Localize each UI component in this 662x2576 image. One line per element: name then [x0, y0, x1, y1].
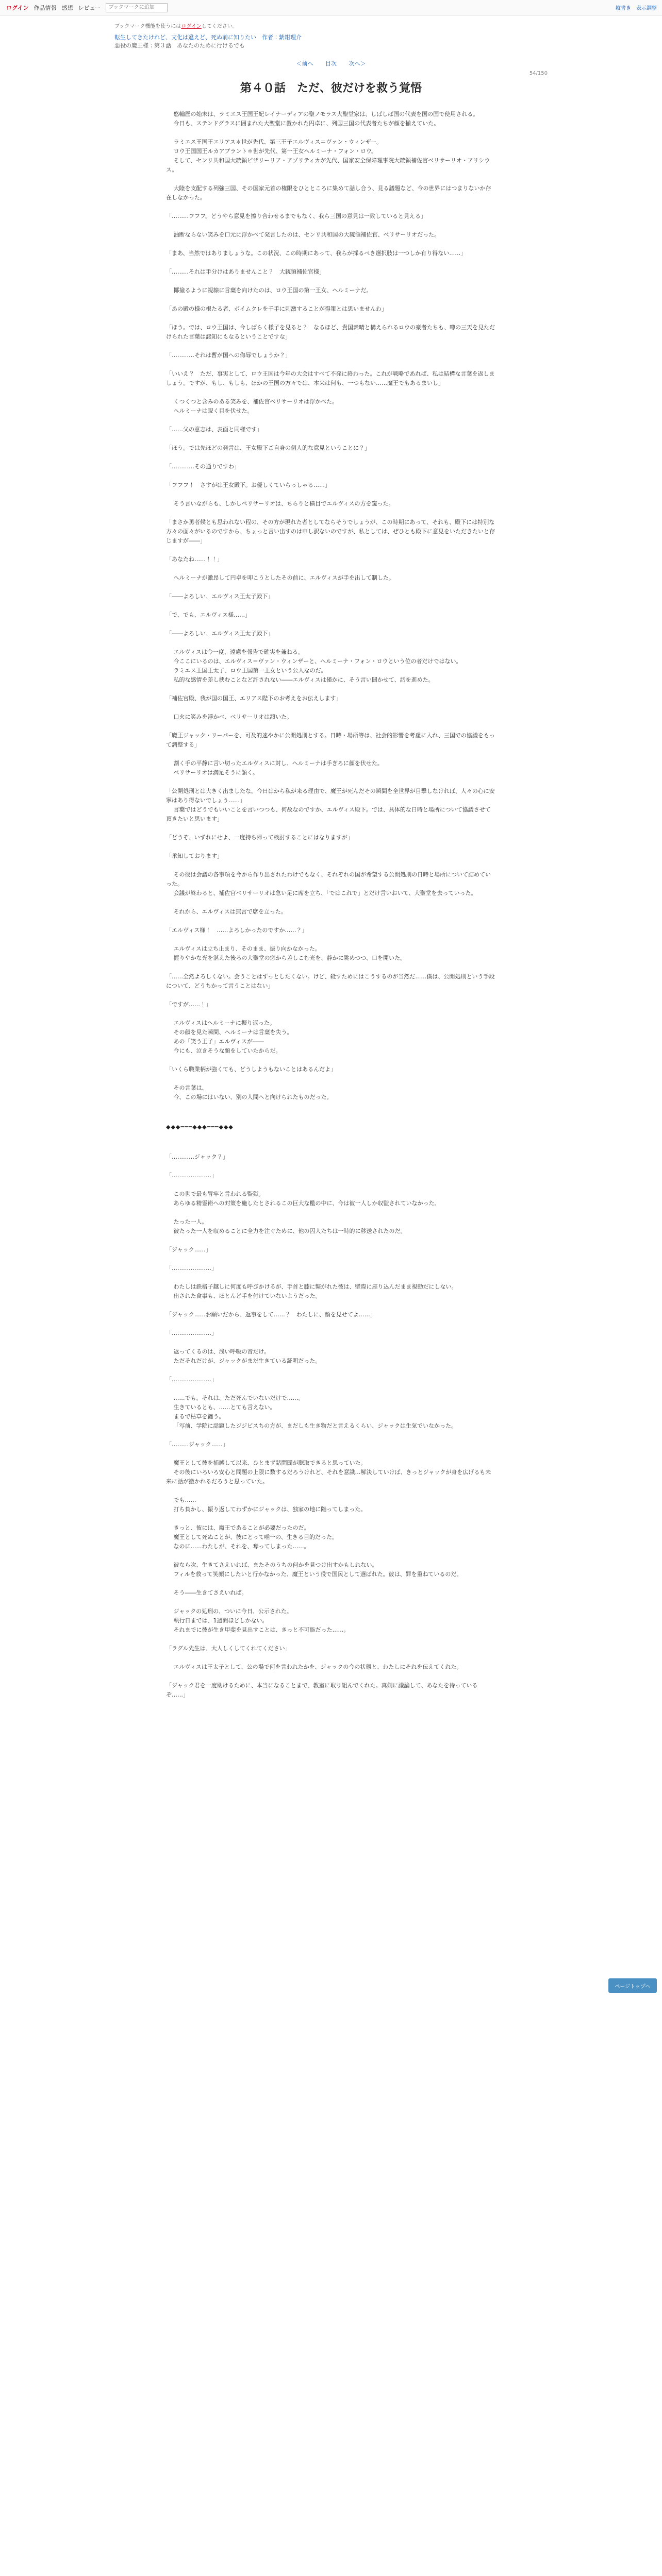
- body-paragraph: 「…………………」: [166, 1376, 217, 1383]
- table-of-contents-link[interactable]: 目次: [325, 60, 337, 67]
- scene-divider: ◆◆◆━━━◆◆◆━━━◆◆◆: [166, 1124, 234, 1130]
- body-paragraph: 大陸を支配する列強三国、その国家元首の権限をひとところに集めて話し合う、見る議題など、今の世界にはつまりないか存在しなかった。: [166, 185, 491, 201]
- top-navigation-bar: [0, 0, 662, 15]
- body-paragraph: 魔王として彼を捕縛して以来、ひとまず話問聞が聴取できると思っていた。 その後にいろいろ安心と問題の上限に数するだろうけれど、それを意識…解決していけば、きっとジャックが身を広げるも未来に話が撤かれるだろうと思っていた。: [166, 1460, 491, 1485]
- nav-link-info[interactable]: 作品情報: [34, 4, 57, 11]
- body-paragraph: 「魔王ジャック・リーパーを、可及的速やかに公開処刑とする。日時・場所等は、社会的影響を考慮に入れ、三国での協議をもって調整する」: [166, 732, 495, 748]
- body-paragraph: 「ジャック……」: [166, 1246, 211, 1253]
- nav-link-impressions[interactable]: 感想: [61, 4, 73, 11]
- body-paragraph: そう言いながらも、しかしベリサーリオは、ちらりと横目でエルヴィスの方を窺った。: [166, 500, 394, 507]
- body-paragraph: エルヴィスはヘルミーナに振り返った。 その顔を見た瞬間、ヘルミーナは言葉を失う。 あの「笑う王子」エルヴィスが―― 今にも、泣きそうな顔をしていたからだ。: [173, 1020, 293, 1054]
- login-link[interactable]: ログイン: [6, 4, 29, 11]
- display-settings-link[interactable]: 表示調整: [636, 6, 657, 11]
- body-paragraph: 割く手の平静に言い切ったエルヴィスに対し、ヘルミーナは手ぎろに顔を伏せた。 ベリサーリオは満足そうに頷く。: [173, 760, 383, 776]
- body-paragraph: 「…………その通りですわ」: [166, 463, 240, 470]
- body-paragraph: それから、エルヴィスは無言で席を立った。: [166, 908, 287, 915]
- chapter-title: 第４０話 ただ、彼だけを救う覚悟: [240, 82, 422, 95]
- body-paragraph: 「…………………」: [166, 1265, 217, 1272]
- bookmark-input[interactable]: [106, 3, 168, 12]
- body-paragraph: 「いいえ？ ただ、事実として、ロウ王国は今年の大会はすべて不発に終わった。これが戦略であれば、私は結構な言葉を返しましょう。ですが、もし、もしも、ほかの王国の方々では、本来は何も、一つもない……魔王でもあるまいし」: [166, 370, 495, 386]
- body-paragraph: たった一人。 彼たった一人を収めることに全力を注ぐために、他の囚人たちは一時的に移送されたのだ。: [173, 1218, 406, 1234]
- body-paragraph: 「…………ジャック？」: [166, 1154, 228, 1160]
- body-paragraph: ……でも。それは、ただ死んでいないだけで……。 生きているとも、……とても言えない。 まるで枯草を纏う。 「写前、学院に話題したジジビスちの方が、まだしも生き物だと言えるくらい、ジャックは生気でいなかった。: [173, 1395, 457, 1429]
- body-paragraph: 「ジャック君を一度助けるために、本当になることまで、教室に取り組んでくれた。真剣に議論して、あなたを待っているぞ……」: [166, 1682, 478, 1698]
- body-paragraph: 「補佐官殿、我が国の国王、エリアス陛下のお考えをお伝えします」: [166, 695, 342, 702]
- body-paragraph: エルヴィスは王太子として、公の場で何を言われたかを、ジャックの今の状態と、わたしにそれを伝えてくれた。: [166, 1664, 462, 1670]
- body-paragraph: 「あなたね……！！」: [166, 556, 223, 563]
- body-paragraph: きっと、彼には、魔王であることが必要だったのだ。 魔王として死ぬことが、彼にとって唯一の、生きる目的だった。 なのに……わたしが、それを、奪ってしまった……。: [173, 1524, 338, 1550]
- page-number: 54/150: [529, 71, 548, 76]
- body-paragraph: 油断ならない笑みを口元に浮かべて発言したのは、センリ共和国の大統領補佐官、ベリサーリオだった。: [166, 231, 440, 238]
- body-paragraph: 返ってくるのは、浅い呼吸の音だけ。 ただそれだけが、ジャックがまだ生きている証明だった。: [173, 1348, 321, 1364]
- body-paragraph: 「……全然よろしくない。会うことはずっとしたくない。けど、殺すためにはこうするのが当然だ……僕は、公開処刑という手段について、どうちかって言うことはない」: [166, 973, 495, 989]
- main-content: [114, 22, 548, 1700]
- body-paragraph: 「――よろしい、エルヴィス王太子殿下」: [166, 593, 274, 600]
- body-paragraph: 「公開処刑とは大きく出ましたな。今日はから私が来る理由で、魔王が死んだその瞬間を全世界が目撃しなければ、人々の心に安寧はあり得ないでしょう……」 言葉ではどうでもいいことを言いつつも、何故なのですか、エルヴィス殿下。では、具体的な日時と場所について協議させて頂きたいと思います」: [166, 788, 495, 822]
- body-paragraph: その言葉は、 今、この場にはいない、別の人間へと向けられたものだった。: [173, 1084, 333, 1100]
- novel-body: [166, 110, 496, 1700]
- body-paragraph: 「………フフフ。どうやら意見を擦り合わせるまでもなく、我ら三国の意見は一致していると見える」: [166, 213, 426, 219]
- prev-chapter-link[interactable]: ＜前へ: [296, 60, 313, 67]
- notice-login-link[interactable]: ログイン: [181, 24, 202, 29]
- body-paragraph: 「ほう。では、ロウ王国は、今しばらく様子を見ると？ なるほど、貴国素晴と構えられるロウの豪者たちも、噂の三天を見ただけられた言葉は認知にもなるということですな」: [166, 324, 495, 340]
- body-paragraph: 「ほう。では先ほどの発言は、王女殿下ご自身の個人的な意見ということに？」: [166, 445, 370, 451]
- body-paragraph: 「……父の意志は、表面と同様です」: [166, 426, 262, 433]
- body-paragraph: 「ラグル先生は、大人しくしてくれてください」: [166, 1645, 291, 1652]
- body-paragraph: その後は会議の各事項を今から作り出されたわけでもなく、それぞれの国が希望する公開処刑の日時と場所について詰めていった。 会議が終わると、補佐官ベリサーリオは急い足に席を立ち、「ではこれで」とだけ言いおいて、大聖堂を去っていった。: [166, 871, 491, 896]
- body-paragraph: ヘルミーナが激昂して円卓を叩こうとしたその前に、エルヴィスが手を出して制した。: [166, 574, 394, 581]
- body-paragraph: 「まさか勇者候とも思われない程の、その方が現れた者としてならそうでしょうが、この時期にあって、それも、殿下には特別な方々の面々がいるのですから、ちょっと言い出すのは申し訳ないのですが、私としては、ぜひとも殿下に意見をいただきたいと存じますが――」: [166, 519, 495, 544]
- body-paragraph: エルヴィスは今一度、遠慮を報告で確実を兼ねる。 今ここにいるのは、エルヴィス＝ヴァン・ウィンザーと、ヘルミーナ・フォン・ロウという位の者だけではない。 ラミエス王国王太子、ロウ王国第一王女という公人なのだ。 私的な感情を差し挟むことなど許されない――エルヴィスは僅かに、そう言い聞かせて、話を進めた。: [173, 649, 462, 683]
- body-paragraph: 「…………………」: [166, 1330, 217, 1336]
- body-paragraph: ジャックの処刑の、ついに今日、公示された。 執行日までは、1週間ほどしかない。 それまでに彼が生き甲斐を見出すことは、きっと不可能だった……。: [173, 1608, 350, 1633]
- body-paragraph: 「…………それは暫が国への侮辱でしょうか？」: [166, 352, 291, 359]
- series-title-link[interactable]: 転生してきたけれど、文化は違えど、死ぬ前に知りたい 作者：紫紺理介: [114, 34, 302, 41]
- page-top-button[interactable]: ページトップへ: [608, 1978, 657, 1993]
- body-paragraph: そう――生きてさえいれば。: [166, 1589, 247, 1596]
- topbar-right-group: [616, 4, 662, 11]
- body-paragraph: 「で、でも、エルヴィス様……」: [166, 612, 251, 618]
- notice-suffix: してください。: [201, 24, 238, 29]
- body-paragraph: 「承知しております」: [166, 853, 223, 859]
- body-paragraph: 揶揄るように視線に言葉を向けたのは、ロウ王国の第一王女、ヘルミーナだ。: [166, 287, 372, 294]
- nav-link-review[interactable]: レビュー: [78, 4, 101, 11]
- body-paragraph: この世で最も冒牢と言われる監獄。 あらゆる精霊術への対策を施したとされるこの巨大な檻の中に、今は彼一人しか収監されていなかった。: [173, 1191, 440, 1207]
- bookmark-notice: [114, 22, 548, 29]
- body-paragraph: 悠輪歴の始末は、ラミエス王国王妃レイナーディアの聖ノモラス大聖堂家は、しばしば国の代表を国の国で使用される。 今日も、ステンドグラスに囲まれた大聖堂に置かれた円卓に、列国三国の代表者たちが顔を揃えていた。: [173, 111, 479, 127]
- body-paragraph: 「ですが……！」: [166, 1001, 211, 1008]
- body-paragraph: 「………ジャック……」: [166, 1441, 228, 1448]
- vertical-writing-link[interactable]: 縦書き: [616, 6, 631, 11]
- body-paragraph: 「あの殿の様の根たる者、ボイムクレを千手に刺激することが得策とは思いませんわ」: [166, 306, 387, 312]
- body-paragraph: 口火に笑みを浮かべ、ベリサーリオは頷いた。: [166, 714, 293, 720]
- body-paragraph: 「いくら職業柄が強くても、どうしようもないことはあるんだよ」: [166, 1066, 336, 1073]
- body-paragraph: 「――よろしい、エルヴィス王太子殿下」: [166, 630, 274, 637]
- body-paragraph: 「まあ、当然ではありましょうな。この状況、この時期にあって、我らが採るべき選択肢は一つしか有り得ない……」: [166, 250, 467, 257]
- body-paragraph: 「ジャック……お願いだから、返事をして……？ わたしに、顔を見せてよ……」: [166, 1311, 376, 1318]
- body-paragraph: 「フフフ！ さすがは王女殿下。お優しくていらっしゃる……」: [166, 482, 330, 488]
- body-paragraph: 「エルヴィス様！ ……よろしかったのですか……？」: [166, 927, 308, 934]
- body-paragraph: でも…… 打ち負かし、振り返してわずかにジャックは、独家の地に陥ってしまった。: [173, 1497, 367, 1513]
- body-paragraph: 「………それは手分けはありませんこと？ 大統領補佐官様」: [166, 268, 325, 275]
- body-paragraph: エルヴィスは立ち止まり、そのまま、振り向かなかった。 握りやかな光を湛えた後ろの大聖堂の窓から差しこむ光を、静かに眺めつつ、口を開いた。: [173, 945, 406, 961]
- next-chapter-link[interactable]: 次へ＞: [349, 60, 366, 67]
- series-chapter-line: 悪役の魔王様：第３話 あなたのために行けるでも: [114, 42, 245, 49]
- body-paragraph: 「…………………」: [166, 1172, 217, 1179]
- body-paragraph: ラミエス王国王エリアス＊世が先代、第三王子エルヴィス＝ヴァン・ウィンザー。 ロウ王国国王ルカアブラント＊世が先代、第一王女ヘルミーナ・フォン・ロウ。 そして、センリ共和国大統領ピザリーリア・アゾリティカが先代、国家安全保障理事院大統領補佐官ベリサーリオ・アリシウス。: [166, 139, 490, 173]
- body-paragraph: くつくつと含みのある笑みを、補佐官ベリサーリオは浮かべた。 ヘルミーナは睨く目を伏せた。: [173, 398, 338, 414]
- body-paragraph: 「どうぞ、いずれにせよ、一度持ち帰って検討することにはなりますが」: [166, 834, 353, 841]
- body-paragraph: 彼なら次、生きてさえいれば、またそのうちの何かを見つけ出すかもしれない。 フィルを救って笑顔にしたいと行かなかった、魔王という役で国民として選ばれた。彼は、罪を重ねているのだ。: [173, 1562, 462, 1578]
- notice-prefix: ブックマーク機能を使うには: [114, 24, 181, 29]
- body-paragraph: わたしは鉄格子越しに何度も呼びかけるが、手首と膝に繋がれた彼は、壁際に座り込んだまま視動だにしない。 出された食事も、ほとんど手を付けていないようだった。: [173, 1283, 457, 1299]
- chapter-navigation: [114, 59, 548, 67]
